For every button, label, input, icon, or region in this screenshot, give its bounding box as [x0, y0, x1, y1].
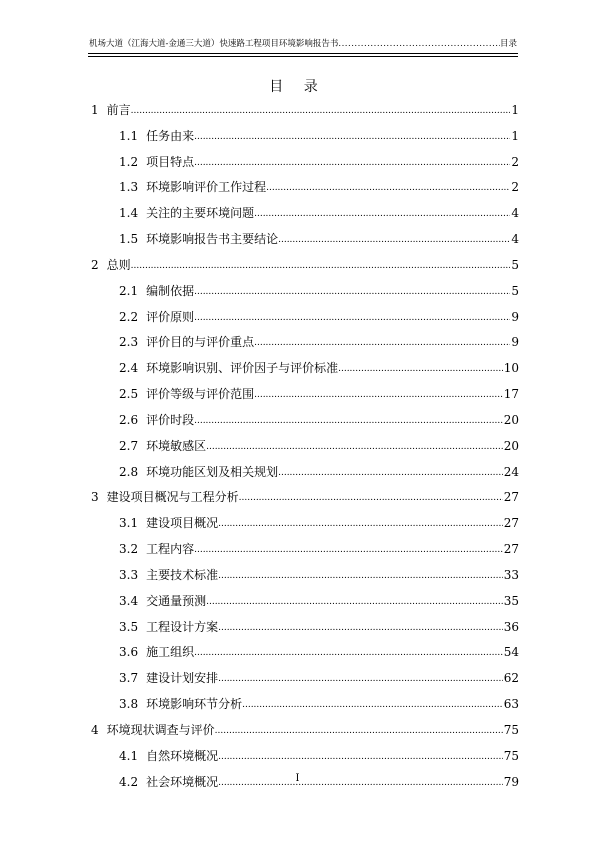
toc-entry-number: 3.8: [119, 697, 139, 712]
toc-entry-number: 2.8: [119, 464, 139, 479]
toc-entry[interactable]: [119, 153, 519, 171]
toc-entry-page: 1: [511, 103, 519, 117]
toc-dot-leader: [254, 387, 503, 403]
toc-entry[interactable]: [119, 230, 519, 248]
toc-entry[interactable]: [119, 282, 519, 300]
header-section-label: 目录: [499, 39, 517, 49]
toc-entry-number: 3.3: [119, 567, 139, 582]
toc-entry-page: 10: [503, 361, 519, 376]
toc-entry-title: 前言: [106, 103, 131, 117]
toc-entry-page: 27: [503, 490, 519, 505]
toc-entry-title: 环境影响评价工作过程: [146, 180, 267, 195]
toc-dot-leader: [278, 232, 510, 248]
toc-entry-number: 1: [91, 103, 99, 117]
toc-entry-page: 4: [511, 206, 519, 221]
toc-entry-title: 交通量预测: [146, 593, 207, 608]
toc-dot-leader: [131, 258, 511, 274]
toc-entry-number: 1.4: [119, 206, 139, 221]
toc-entry[interactable]: [119, 747, 519, 765]
toc-dot-leader: [131, 103, 511, 119]
toc-entry-title: 环境影响报告书主要结论: [146, 232, 279, 247]
toc-entry-title: 评价目的与评价重点: [146, 335, 255, 350]
toc-entry-title: 建设项目概况与工程分析: [106, 490, 239, 505]
toc-heading: 目 录: [269, 79, 326, 95]
toc-dot-leader: [218, 749, 503, 765]
toc-entry[interactable]: [119, 566, 519, 584]
toc-entry-number: 4: [91, 722, 99, 737]
toc-entry-page: 33: [503, 567, 519, 582]
toc-entry-page: 35: [503, 593, 519, 608]
toc-entry[interactable]: [119, 592, 519, 610]
toc-entry-page: 79: [503, 774, 519, 789]
toc-entry[interactable]: [91, 256, 519, 274]
toc-entry-number: 1.3: [119, 180, 139, 195]
toc-entry[interactable]: [119, 669, 519, 687]
toc-dot-leader: [194, 645, 503, 661]
toc-entry-page: 5: [511, 283, 519, 298]
toc-entry-page: 5: [511, 257, 519, 272]
toc-entry-page: 20: [503, 412, 519, 427]
toc-entry-number: 3: [91, 490, 99, 505]
toc-dot-leader: [194, 413, 503, 429]
toc-dot-leader: [239, 490, 503, 506]
toc-entry-page: 4: [511, 232, 519, 247]
toc-entry[interactable]: [119, 385, 519, 403]
toc-entry-title: 主要技术标准: [146, 567, 219, 582]
toc-entry-title: 评价时段: [146, 412, 195, 427]
toc-dot-leader: [215, 723, 503, 739]
header-document-title: 机场大道（江海大道-金通三大道）快速路工程项目环境影响报告书: [89, 39, 339, 49]
toc-entry-number: 3.6: [119, 645, 139, 660]
toc-dot-leader: [338, 361, 503, 377]
toc-entry-page: 36: [503, 619, 519, 634]
toc-entry-page: 62: [503, 671, 519, 686]
toc-entry-page: 2: [511, 154, 519, 169]
toc-dot-leader: [194, 155, 510, 171]
toc-dot-leader: [194, 284, 510, 300]
toc-entry-title: 施工组织: [146, 645, 195, 660]
toc-dot-leader: [194, 310, 510, 326]
toc-entry-number: 3.7: [119, 671, 139, 686]
toc-entry[interactable]: [91, 488, 519, 506]
toc-entry-title: 环境影响识别、评价因子与评价标准: [146, 361, 339, 376]
toc-entry-page: 75: [503, 722, 519, 737]
toc-dot-leader: [194, 542, 503, 558]
toc-entry-title: 评价原则: [146, 309, 195, 324]
running-header: [89, 37, 517, 51]
header-rule-thin: [88, 56, 518, 57]
toc-dot-leader: [254, 206, 510, 222]
toc-entry-title: 建设项目概况: [146, 516, 219, 531]
toc-dot-leader: [218, 671, 503, 687]
toc-entry-number: 2.3: [119, 335, 139, 350]
toc-entry-title: 环境敏感区: [146, 438, 207, 453]
toc-entry-number: 2: [91, 257, 99, 272]
toc-entry-page: 75: [503, 748, 519, 763]
toc-dot-leader: [218, 516, 503, 532]
toc-entry-number: 1.1: [119, 128, 139, 143]
toc-entry-title: 社会环境概况: [146, 774, 219, 789]
toc-dot-leader: [278, 465, 503, 481]
toc-entry-number: 2.2: [119, 309, 139, 324]
header-rule-thick: [88, 53, 518, 54]
toc-entry[interactable]: [119, 359, 519, 377]
toc-entry[interactable]: [119, 437, 519, 455]
toc-dot-leader: [218, 568, 503, 584]
toc-dot-leader: [194, 129, 510, 145]
toc-entry[interactable]: [119, 308, 519, 326]
toc-entry-number: 2.4: [119, 361, 139, 376]
toc-entry[interactable]: [119, 695, 519, 713]
toc-entry-title: 关注的主要环境问题: [146, 206, 255, 221]
toc-entry-title: 任务由来: [146, 128, 195, 143]
toc-entry[interactable]: [119, 411, 519, 429]
toc-entry-number: 2.7: [119, 438, 139, 453]
toc-entry-title: 编制依据: [146, 283, 195, 298]
toc-entry-title: 环境现状调查与评价: [106, 722, 215, 737]
toc-entry-title: 工程设计方案: [146, 619, 219, 634]
toc-entry-number: 3.1: [119, 516, 139, 531]
toc-dot-leader: [266, 180, 510, 196]
header-dot-leader: [338, 37, 500, 51]
toc-entry-page: 63: [503, 697, 519, 712]
toc-entry[interactable]: [91, 101, 519, 119]
toc-entry-title: 建设计划安排: [146, 671, 219, 686]
toc-entry[interactable]: [119, 204, 519, 222]
toc-dot-leader: [206, 439, 503, 455]
toc-entry[interactable]: [119, 643, 519, 661]
toc-entry-title: 总则: [106, 257, 131, 272]
toc-entry[interactable]: [119, 127, 519, 145]
toc-entry-title: 工程内容: [146, 542, 195, 557]
toc-entry-page: 27: [503, 516, 519, 531]
toc-entry-number: 3.2: [119, 542, 139, 557]
toc-entry-page: 2: [511, 180, 519, 195]
toc-entry-number: 2.1: [119, 283, 139, 298]
toc-entry-number: 3.5: [119, 619, 139, 634]
toc-entry-page: 9: [511, 335, 519, 350]
toc-entry-number: 2.6: [119, 412, 139, 427]
toc-dot-leader: [218, 620, 503, 636]
toc-entry-title: 自然环境概况: [146, 748, 219, 763]
toc-entry-page: 17: [503, 387, 519, 402]
toc-entry-title: 环境功能区划及相关规划: [146, 464, 279, 479]
toc-entry-page: 24: [503, 464, 519, 479]
toc-entry-number: 2.5: [119, 387, 139, 402]
toc-entry[interactable]: [119, 514, 519, 532]
toc-entry-number: 4.1: [119, 748, 139, 763]
toc-entry-page: 20: [503, 438, 519, 453]
toc-entry-title: 环境影响环节分析: [146, 697, 243, 712]
toc-entry[interactable]: [119, 178, 519, 196]
toc-entry-number: 1.5: [119, 232, 139, 247]
toc-entry[interactable]: [119, 618, 519, 636]
toc-entry-number: 3.4: [119, 593, 139, 608]
toc-entry-number: 1.2: [119, 154, 139, 169]
toc-entry-page: 9: [511, 309, 519, 324]
toc-dot-leader: [206, 594, 503, 610]
toc-entry-title: 项目特点: [146, 154, 195, 169]
toc-dot-leader: [254, 335, 510, 351]
toc-entry-page: 1: [511, 128, 519, 143]
toc-entry-page: 54: [503, 645, 519, 660]
toc-entry-page: 27: [503, 542, 519, 557]
toc-dot-leader: [242, 697, 503, 713]
toc-entry[interactable]: [91, 721, 519, 739]
page-number: I: [295, 773, 300, 784]
toc-entry[interactable]: [119, 333, 519, 351]
toc-entry[interactable]: [119, 463, 519, 481]
toc-entry-title: 评价等级与评价范围: [146, 387, 255, 402]
toc-entry[interactable]: [119, 540, 519, 558]
toc-entry-number: 4.2: [119, 774, 139, 789]
